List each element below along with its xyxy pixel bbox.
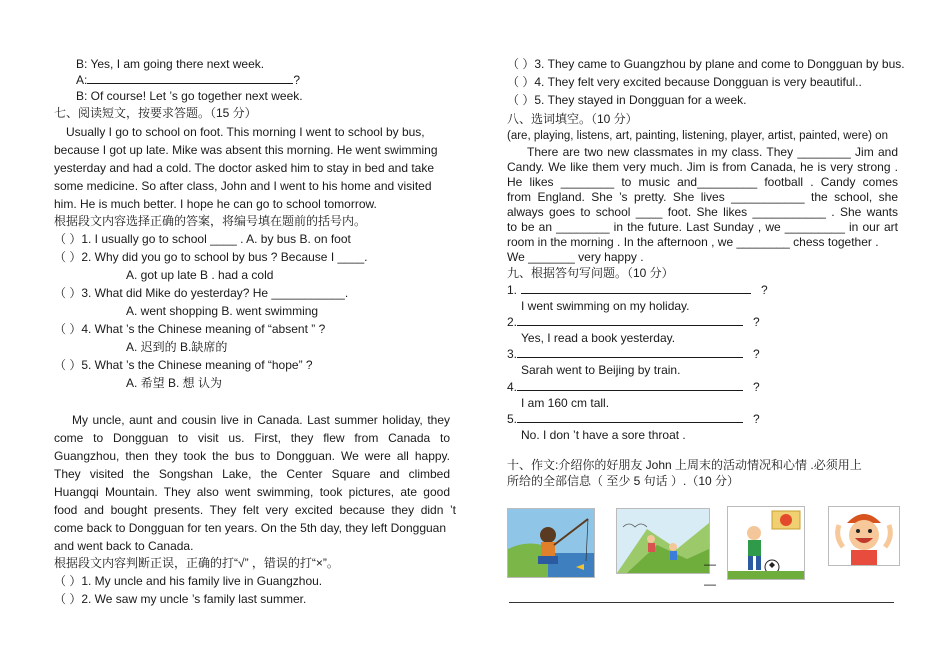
sec10-title-line2: 所给的全部信息（ 至少 5 句话 ）.（10 分） (507, 474, 740, 488)
sec9-answer-blank[interactable] (517, 379, 743, 391)
sec9-question-line (507, 346, 760, 362)
sec10-dash: — (704, 557, 716, 571)
sec9-answer-blank[interactable] (517, 346, 743, 358)
sec7-q4-options: A. 迟到的 B.缺席的 (126, 340, 228, 354)
hiking-picture (616, 508, 710, 574)
sec8-title: 八、选词填空。（10 分） (507, 112, 638, 126)
sec8-line: We _______ very happy . (507, 250, 644, 264)
sec7-q5: （ ）5. What ’s the Chinese meaning of “hope” ? (54, 358, 313, 372)
dialog-b1: B: Yes, I am going there next week. (76, 57, 265, 71)
sec7-q2: （ ）2. Why did you go to school by bus ? Because I ____. (54, 250, 368, 264)
sec9-qmark: ? (753, 315, 760, 329)
sec9-question-line (507, 379, 760, 395)
sec8-line: to be an ________ in the future. Last Sunday , we _________ in our art (507, 220, 898, 234)
composition-writing-line[interactable] (509, 602, 894, 603)
sec9-qmark: ? (753, 347, 760, 361)
sec7-title: 七、阅读短文，按要求答题。（15 分） (54, 106, 257, 120)
sec7-q1: （ ）1. I usually go to school ____ . A. by bus B. on foot (54, 232, 351, 246)
sec9-answer-blank[interactable] (517, 411, 743, 423)
passage2-line: and went back to Canada. (54, 539, 194, 553)
tf-q1: （ ）1. My uncle and his family live in Guangzhou. (54, 574, 323, 588)
dialog-b2: B: Of course! Let ’s go together next week. (76, 89, 303, 103)
sec7-q5-options: A. 希望 B. 想 认为 (126, 376, 223, 390)
sec7-passage-line: him. He is much better. I hope he can go to school tomorrow. (54, 197, 377, 211)
sec8-line: There are two new classmates in my class. They ________ Jim and (527, 145, 898, 159)
sec9-num: 5. (507, 412, 518, 426)
sec9-question-line (507, 411, 760, 427)
sec8-line: always goes to school ____ foot. She likes ___________ . She wants (507, 205, 898, 219)
sec10-title-line1: 十、作文:介绍你的好朋友 John 上周末的活动情况和心情 .必须用上 (507, 458, 862, 472)
fishing-picture (507, 508, 595, 578)
dialog-a (76, 72, 300, 88)
sec7-passage-line: because I got up late. Mike was absent this morning. He went swimming (54, 143, 438, 157)
football-picture (727, 506, 805, 580)
sec9-answer: No. I don ’t have a sore throat . (521, 428, 686, 442)
sec9-answer: Sarah went to Beijing by train. (521, 363, 681, 377)
passage2-line: come to Dongguan to visit us. First, they flew from Canada to (54, 431, 450, 445)
sec8-line: Candy. We like them very much. Jim is from Canada, he is very strong . (507, 160, 898, 174)
passage2-line: Huangqi Mountain. They also went swimming, took pictures, ate good (54, 485, 450, 499)
sec8-line: He likes ________ to music and_________ football . Candy comes (507, 175, 898, 189)
sec9-qmark: ? (761, 283, 768, 297)
sec7-passage-line: some medicine. So after class, John and I went to his home and visited (54, 179, 432, 193)
sec8-word-bank: (are, playing, listens, art, painting, listening, player, artist, painted, were) on (507, 130, 888, 142)
sec9-answer-blank[interactable] (521, 282, 751, 294)
sec7-q4: （ ）4. What ’s the Chinese meaning of “absent ” ? (54, 322, 326, 336)
tf-q2: （ ）2. We saw my uncle ’s family last summer. (54, 592, 307, 606)
sec9-answer: I went swimming on my holiday. (521, 299, 690, 313)
sec8-line: from England. She ’s pretty. She lives ___________ the school, she (507, 190, 898, 204)
sec9-answer: Yes, I read a book yesterday. (521, 331, 676, 345)
sec7-instruction: 根据段文内容选择正确的答案，将编号填在题前的括号内。 (54, 214, 367, 228)
passage2-line: My uncle, aunt and cousin live in Canada. Last summer holiday, they (72, 413, 450, 427)
sec9-num: 3. (507, 347, 518, 361)
sec10-dash: — (704, 577, 716, 591)
sec9-num: 2. (507, 315, 518, 329)
passage2-line: come back to Dongguan for ten years. On the 5th day, they left Dongguan (54, 521, 447, 535)
passage2-line: Guangzhou, then they took the bus to Dongguan. We were all happy. (54, 449, 450, 463)
sec7-q3: （ ）3. What did Mike do yesterday? He ___________. (54, 286, 349, 300)
sec9-qmark: ? (753, 412, 760, 426)
passage2-line: They visited the Songshan Lake, the Center Square and climbed (54, 467, 450, 481)
tf-q3: （ ）3. They came to Guangzhou by plane and come to Dongguan by bus. (507, 57, 905, 71)
tf-q5: （ ）5. They stayed in Dongguan for a week. (507, 93, 747, 107)
tf-instruction: 根据段文内容判断正误，正确的打“√” ，错误的打“×”。 (54, 556, 339, 570)
happy-boy-picture (828, 506, 900, 566)
sec9-answer-blank[interactable] (517, 314, 743, 326)
sec9-answer: I am 160 cm tall. (521, 396, 610, 410)
sec9-num: 4. (507, 380, 518, 394)
sec8-line: room in the morning . In the afternoon , we ________ chess together . (507, 235, 879, 249)
sec9-title: 九、根据答句写问题。（10 分） (507, 266, 674, 280)
sec7-q2-options: A. got up late B . had a cold (126, 268, 274, 282)
sec9-question-line (507, 314, 760, 330)
sec9-question-line (507, 282, 768, 298)
sec9-num: 1. (507, 283, 518, 297)
passage2-line: food and bought presents. They felt very excited because they didn ’t (54, 503, 456, 517)
sec7-passage-line: Usually I go to school on foot. This morning I went to school by bus, (66, 125, 425, 139)
tf-q4: （ ）4. They felt very excited because Dongguan is very beautiful.. (507, 75, 862, 89)
sec7-passage-line: yesterday and had a cold. The doctor asked him to stay in bed and take (54, 161, 435, 175)
dialog-a-label: A: (76, 73, 88, 87)
sec9-qmark: ? (753, 380, 760, 394)
dialog-a-end: ? (293, 73, 301, 87)
dialog-a-blank[interactable] (87, 72, 293, 84)
sec7-q3-options: A. went shopping B. went swimming (126, 304, 319, 318)
